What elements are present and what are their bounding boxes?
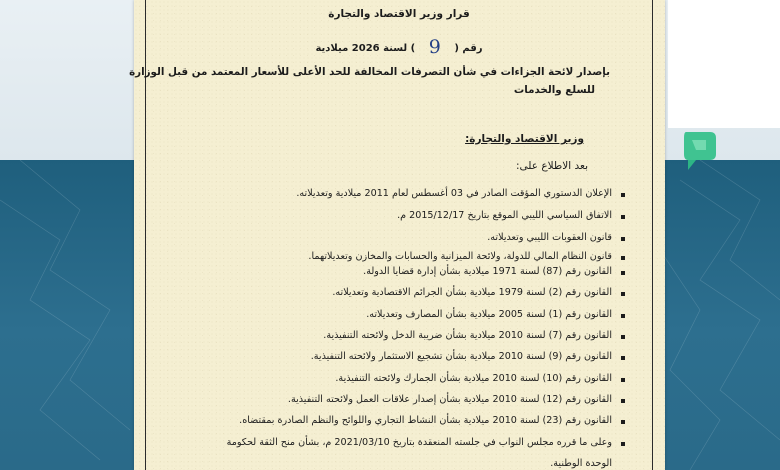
- square-bullet-icon: [621, 215, 625, 219]
- list-item: [158, 415, 640, 431]
- list-item: [158, 373, 640, 389]
- list-item-text: القانون رقم (12) لسنة 2010 ميلادية بشأن إصدار علاقات العمل ولائحته التنفيذية.: [287, 394, 612, 405]
- list-item: [158, 266, 640, 282]
- subject-line-2: للسلع والخدمات: [513, 84, 595, 96]
- list-item-text: قانون النظام المالي للدولة، ولائحة الميزانية والحسابات والمخازن وتعديلاتهما.: [308, 251, 612, 262]
- list-item-text: القانون رقم (10) لسنة 2010 ميلادية بشأن الجمارك ولائحته التنفيذية.: [335, 373, 612, 384]
- list-item: [158, 437, 640, 453]
- list-item-text: الإعلان الدستوري المؤقت الصادر في 03 أغسطس لعام 2011 ميلادية وتعديلاته.: [296, 188, 612, 199]
- list-item: [158, 351, 640, 367]
- decree-year: لسنة 2026 ميلادية: [315, 43, 408, 54]
- list-item-text: وعلى ما قرره مجلس النواب في جلسته المنعقدة بتاريخ 2021/03/10 م، بشأن منح الثقة لحكومة: [226, 437, 612, 448]
- square-bullet-icon: [621, 420, 625, 424]
- list-item: [158, 309, 640, 325]
- list-item: [158, 251, 640, 267]
- square-bullet-icon: [621, 292, 625, 296]
- list-item-text: الاتفاق السياسي الليبي الموقع بتاريخ 2015/12/17 م.: [397, 210, 612, 221]
- handwritten-number: 9: [428, 36, 441, 58]
- list-item-text: القانون رقم (87) لسنة 1971 ميلادية بشأن إدارة قضايا الدولة.: [363, 266, 612, 277]
- list-item: [158, 394, 640, 410]
- decree-number-line: [158, 34, 640, 56]
- list-item: [158, 330, 640, 346]
- square-bullet-icon: [621, 378, 625, 382]
- continuation-line: الوحدة الوطنية.: [550, 458, 612, 469]
- number-close: ): [410, 43, 416, 54]
- square-bullet-icon: [621, 237, 625, 241]
- intro-line: بعد الاطلاع على:: [516, 160, 588, 172]
- square-bullet-icon: [621, 314, 625, 318]
- logo-icon: [680, 128, 720, 180]
- minister-heading: وزير الاقتصاد والتجارة:: [465, 133, 584, 145]
- list-item: [158, 232, 640, 248]
- list-item-text: قانون العقوبات الليبي وتعديلاته.: [487, 232, 612, 243]
- list-item-text: القانون رقم (7) لسنة 2010 ميلادية بشأن ضريبة الدخل ولائحته التنفيذية.: [323, 330, 612, 341]
- list-item: [158, 188, 640, 204]
- square-bullet-icon: [621, 256, 625, 260]
- list-item: [158, 210, 640, 226]
- list-item-text: القانون رقم (1) لسنة 2005 ميلادية بشأن المصارف وتعديلاته.: [366, 309, 612, 320]
- square-bullet-icon: [621, 335, 625, 339]
- list-item-text: القانون رقم (23) لسنة 2010 ميلادية بشأن النشاط التجاري واللوائح والنظم الصادرة بمقتضاه.: [239, 415, 612, 426]
- background-card: [668, 0, 780, 128]
- square-bullet-icon: [621, 271, 625, 275]
- document-body: [129, 0, 640, 470]
- decree-title: قرار وزير الاقتصاد والتجارة: [328, 8, 470, 20]
- number-label: رقم (: [454, 43, 483, 54]
- list-item-text: القانون رقم (9) لسنة 2010 ميلادية بشأن تشجيع الاستثمار ولائحته التنفيذية.: [310, 351, 612, 362]
- list-item: [158, 287, 640, 303]
- square-bullet-icon: [621, 442, 625, 446]
- square-bullet-icon: [621, 399, 625, 403]
- list-item-text: القانون رقم (2) لسنة 1979 ميلادية بشأن الجرائم الاقتصادية وتعديلاته.: [332, 287, 612, 298]
- square-bullet-icon: [621, 356, 625, 360]
- square-bullet-icon: [621, 193, 625, 197]
- subject-line-1: بإصدار لائحة الجزاءات في شأن التصرفات المخالفة للحد الأعلى للأسعار المعتمد من قبل الوزارة: [129, 66, 610, 78]
